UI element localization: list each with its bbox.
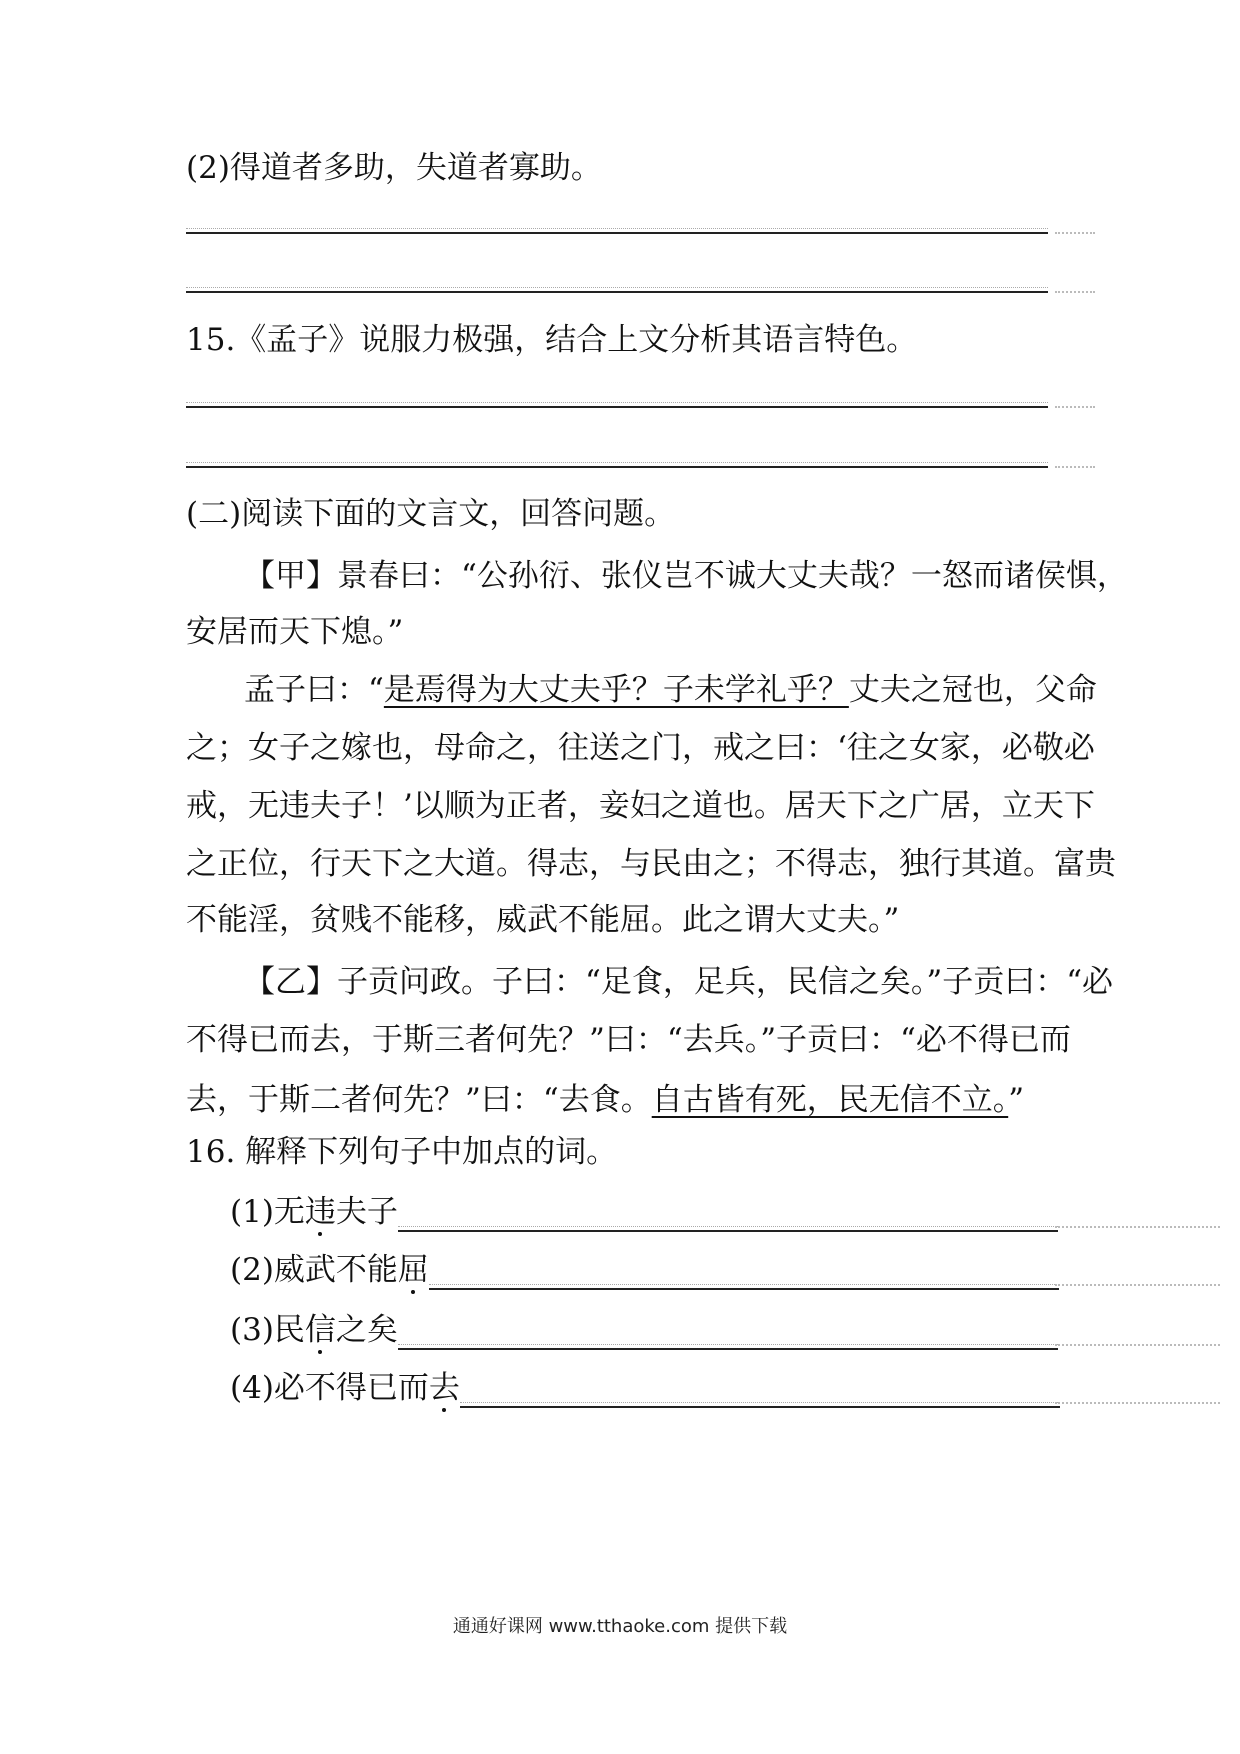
q16-text: 16. 解释下列句子中加点的词。 (186, 1134, 618, 1170)
q16-item: (3)民信之矣 (230, 1310, 1058, 1350)
section2-title: (二)阅读下面的文言文，回答问题。 (186, 496, 676, 532)
answer-blank[interactable] (398, 1202, 1058, 1232)
q16-item: (2)威武不能屈 (230, 1250, 1059, 1290)
line-tail-dots (1055, 1402, 1220, 1404)
answer-line (186, 466, 1048, 468)
dotted-word: 信 (304, 1312, 336, 1348)
passage-jia-line: 【甲】景春曰：“公孙衍、张仪岂不诚大丈夫哉？一怒而诸侯惧， (244, 558, 1128, 594)
passage-jia-line: 不能淫，贫贱不能移，威武不能屈。此之谓大丈夫。” (186, 902, 900, 938)
dotted-word: 屈 (397, 1252, 429, 1288)
answer-blank[interactable] (460, 1378, 1060, 1408)
footer-source: 通通好课网 www.tthaoke.com 提供下载 (452, 1616, 788, 1637)
underlined-sentence: 自古皆有死，民无信不立。 (651, 1082, 1009, 1118)
passage-yi-label: 【乙】 (244, 964, 337, 1000)
passage-yi-line: 去，于斯二者何先？”曰：“去食。自古皆有死，民无信不立。” (186, 1082, 1025, 1118)
line-tail-dots (1055, 406, 1095, 408)
line-tail-dots (1055, 1284, 1220, 1286)
line-tail-dots (1055, 466, 1095, 468)
answer-blank[interactable] (429, 1260, 1059, 1290)
line-tail-dots (1055, 1226, 1220, 1228)
q14-sub2-text: (2)得道者多助，失道者寡助。 (186, 150, 602, 186)
passage-jia-line: 孟子曰：“是焉得为大丈夫乎？子未学礼乎？丈夫之冠也，父命 (244, 672, 1097, 708)
q16-item: (4)必不得已而去 (230, 1368, 1060, 1408)
dotted-word: 去 (428, 1370, 460, 1406)
passage-jia-line: 安居而天下熄。” (186, 614, 404, 650)
passage-jia-label: 【甲】 (244, 558, 337, 594)
answer-line (186, 232, 1048, 234)
line-tail-dots (1055, 232, 1095, 234)
passage-yi-line: 【乙】子贡问政。子曰：“足食，足兵，民信之矣。”子贡曰：“必 (244, 964, 1114, 1000)
passage-jia-line: 戒，无违夫子！’以顺为正者，妾妇之道也。居天下之广居，立天下 (186, 788, 1095, 824)
passage-jia-line: 之正位，行天下之大道。得志，与民由之；不得志，独行其道。富贵 (186, 846, 1116, 882)
answer-line (186, 291, 1048, 293)
line-tail-dots (1055, 1344, 1220, 1346)
passage-jia-line: 之；女子之嫁也，母命之，往送之门，戒之曰：‘往之女家，必敬必 (186, 730, 1095, 766)
answer-blank[interactable] (398, 1320, 1058, 1350)
q15-text: 15.《孟子》说服力极强，结合上文分析其语言特色。 (186, 322, 918, 358)
passage-yi-line: 不得已而去，于斯三者何先？”曰：“去兵。”子贡曰：“必不得已而 (186, 1022, 1071, 1058)
underlined-sentence: 是焉得为大丈夫乎？子未学礼乎？ (383, 672, 849, 708)
dotted-word: 违 (304, 1194, 336, 1230)
answer-line (186, 406, 1048, 408)
q16-item: (1)无违夫子 (230, 1192, 1058, 1232)
line-tail-dots (1055, 291, 1095, 293)
